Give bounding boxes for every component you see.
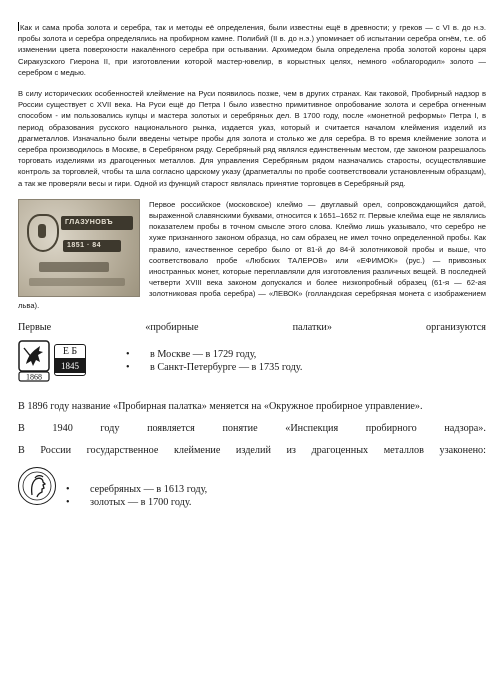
legalization-row xyxy=(18,467,486,509)
line-1940: В 1940 году появляется понятие «Инспекция пробирного надзора». xyxy=(18,422,486,434)
left-hallmark-year: 1868 xyxy=(26,372,42,382)
paragraph-first-mark: Первое российское (московское) клеймо — двуглавый орел, сопровождающийся датой, выраженной славянскими буквами, относится к 1651–1652 гг. Первые клейма еще не являлись показателем пробы в точном смысле этого слова. Клеймо лишь указывало, что серебро не хуже признанного законом образца, но сам образец не имел точно определенной пробы. Как правило, качественное серебро было от 81-й до 84-й золотниковой пробы и выше, что соответствовало пробе «Любских ТАЛЕРОВ» или «ЕФИМОК» (рус.) — привозных иностранных монет, которые переплавляли для изготовления различных вещей. В последней четверти XVIII века законом допускался и более низкопробный образец (61-я — 62-ая золотниковая проба серебра) — «ЛЕВОК» (голландская серебряная монета с изображением льва). xyxy=(18,199,486,310)
line-russia-legalized: В России государственное клеймение изделий из драгоценных металлов узаконено: xyxy=(18,444,486,456)
hallmark-images xyxy=(18,340,86,382)
list-item: • золотых — в 1700 году. xyxy=(66,496,207,509)
initials-hallmark xyxy=(54,344,86,376)
double-headed-eagle-icon xyxy=(27,214,59,252)
assay-marks-row xyxy=(18,340,486,382)
list-item: • в Санкт-Петербурге — в 1735 году. xyxy=(126,361,302,374)
first-assay-line: Первые «пробирные палатки» организуются xyxy=(18,321,486,333)
coin-profile-icon xyxy=(18,467,56,505)
list-item: • серебряных — в 1613 году, xyxy=(66,483,207,496)
paragraph-history-russia: В силу исторических особенностей клеймение на Руси появилось позже, чем в других странах. Как таковой, Пробирный надзор в России существует с XVII века. На Руси ещё до Петра I было известно примитивное опробование золота и серебра огненным способом - им пользовались купцы и мастера золотых и серебряных дел. В 1700 году, после «монетной реформы» Петра I, в период образования русского национального рынка, издается указ, который и считается началом клеймения изделий из драгметаллов. Изначально были введены четыре пробы для золота и столько же для серебра. В то время клеймение золота и серебра производилось в Москве, в Серебряном ряду. Серебряный ряд являлся единственным местом, где законом разрешалось торговать изделиями из драгоценных металлов. Для управления Серебряным рядом назначались старосты, осуществлявшие контроль за торговлей, чтобы та шла согласно царскому указу (драгметаллы по пробе соответствовали установленным образцам), а так же проверяли весы и гири. Одной из функций старост являлась принятие торговцев в Серебряный ряд. xyxy=(18,89,486,188)
paragraph-history-ancient: Как и сама проба золота и серебра, так и методы её определения, были известны ещё в древности; у греков — с VI в. до н.э. пробы золота и серебра определялись на пробирном камне. Полибий (II в. до н.э.) упоминает об испытании серебра огнём, т.е. об изменении цвета поверхности накалённого серебра при остывании. Архимедом была определена проба золотой короны царя Сиракузского Гиерона II, при изготовлении которой мастер-ювелир, в корыстных целях, немного «облагородил» золото — серебром с медью. xyxy=(18,23,486,77)
paragraph-first-mark-block xyxy=(18,199,486,311)
list-item: • в Москве — в 1729 году, xyxy=(126,348,302,361)
st-george-hallmark-icon xyxy=(18,340,50,382)
photo-mark-bottom: 1851 · 84 xyxy=(67,241,102,249)
photo-mark-top: ГЛАЗУНОВЪ xyxy=(65,218,114,226)
line-1896: В 1896 году название «Пробирная палатка» меняется на «Окружное пробирное управление». xyxy=(18,400,423,412)
hallmark-photo xyxy=(18,199,140,297)
assay-office-list xyxy=(126,348,302,374)
legalization-list xyxy=(66,483,207,509)
hallmark-initials: Е Б xyxy=(55,345,85,359)
hallmark-year: 1845 xyxy=(55,359,85,373)
text-cursor xyxy=(18,22,19,31)
